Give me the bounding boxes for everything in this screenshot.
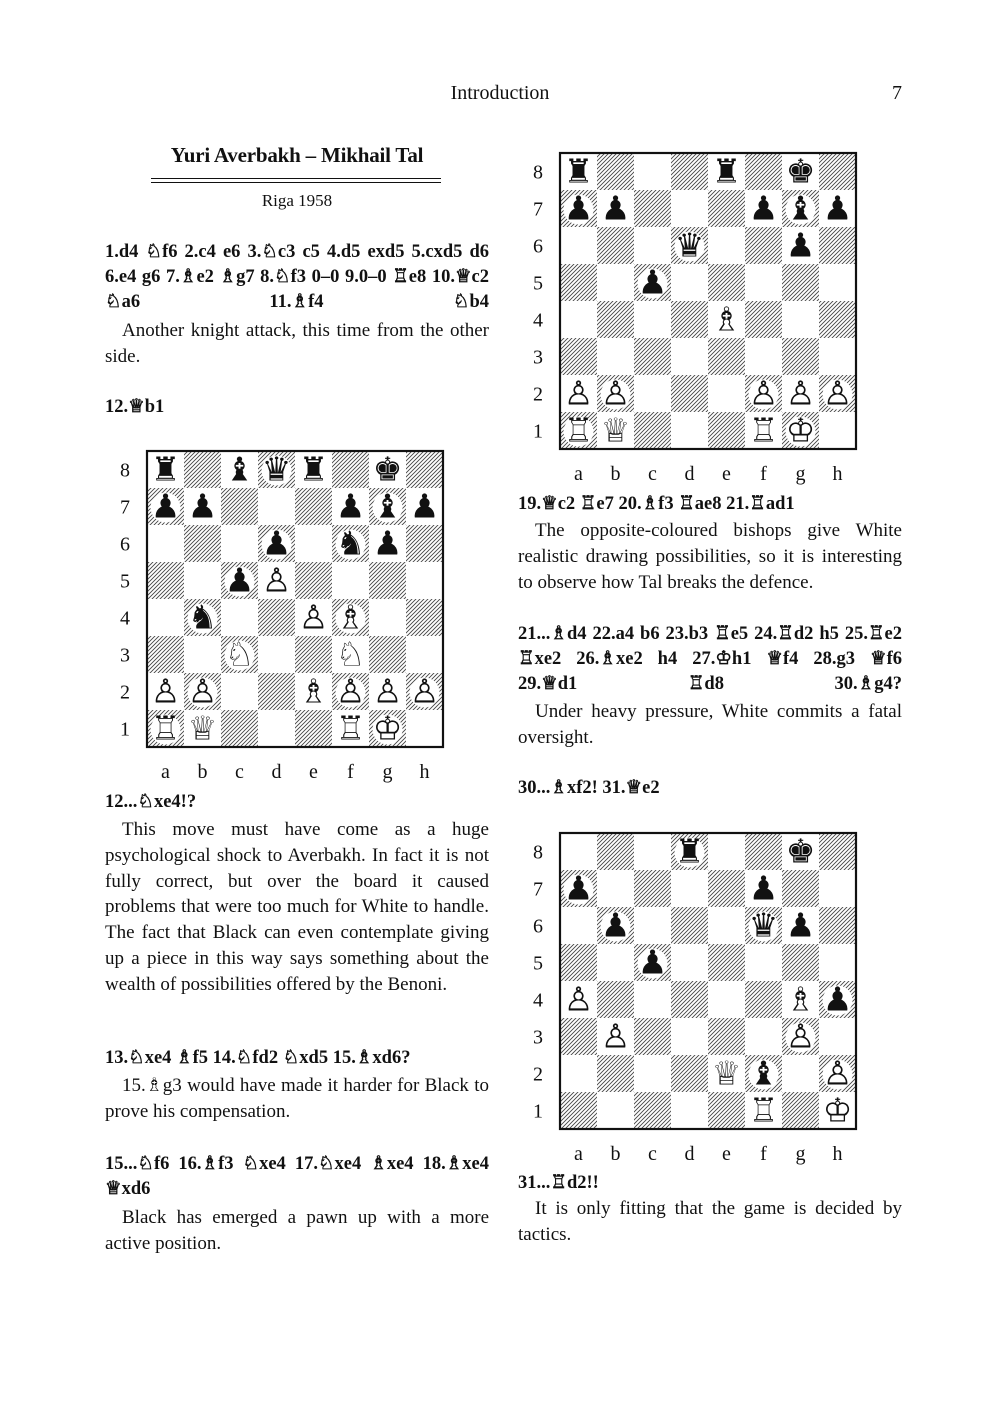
black-rook-icon: ♜ xyxy=(674,831,705,871)
rank-label: 3 xyxy=(533,346,543,369)
black-pawn-icon: ♟ xyxy=(224,560,255,600)
chess-board-2 xyxy=(526,148,896,488)
white-pawn-icon: ♙ xyxy=(372,671,403,711)
file-label: g xyxy=(382,761,393,783)
file-label: e xyxy=(722,463,731,485)
black-pawn-icon: ♟ xyxy=(563,188,594,228)
dark-square xyxy=(597,153,634,190)
file-label: h xyxy=(419,761,430,783)
rank-label: 5 xyxy=(533,952,543,975)
white-rook-icon: ♖ xyxy=(150,708,181,748)
moves-13-15: 13.♘xe4 ♗f5 14.♘fd2 ♘xd5 15.♗xd6? xyxy=(105,1048,411,1068)
light-square xyxy=(782,301,819,338)
light-square xyxy=(708,227,745,264)
white-pawn-icon: ♙ xyxy=(335,671,366,711)
game-title: Yuri Averbakh – Mikhail Tal xyxy=(170,143,424,167)
rank-label: 8 xyxy=(533,161,543,184)
black-pawn-icon: ♟ xyxy=(335,486,366,526)
light-square xyxy=(406,562,443,599)
rank-label: 2 xyxy=(533,1063,543,1086)
light-square xyxy=(406,636,443,673)
rank-label: 2 xyxy=(533,383,543,406)
dark-square xyxy=(671,375,708,412)
dark-square xyxy=(597,227,634,264)
file-label: b xyxy=(610,1143,621,1165)
dark-square xyxy=(745,301,782,338)
black-pawn-icon: ♟ xyxy=(785,905,816,945)
chess-diagram-1 xyxy=(113,446,483,786)
rank-label: 1 xyxy=(533,1100,543,1123)
file-label: d xyxy=(684,463,695,485)
dark-square xyxy=(406,525,443,562)
light-square xyxy=(745,264,782,301)
dark-square xyxy=(819,227,856,264)
white-bishop-icon: ♗ xyxy=(785,979,816,1019)
dark-square xyxy=(560,338,597,375)
file-label: g xyxy=(795,1143,806,1165)
moves-19-21: 19.♕c2 ♖e7 20.♗f3 ♖ae8 21.♖ad1 xyxy=(518,494,795,514)
rank-label: 6 xyxy=(120,533,130,556)
black-bishop-icon: ♝ xyxy=(224,449,255,489)
white-pawn-icon: ♙ xyxy=(563,373,594,413)
light-square xyxy=(745,1018,782,1055)
light-square xyxy=(708,375,745,412)
black-pawn-icon: ♟ xyxy=(187,486,218,526)
black-pawn-icon: ♟ xyxy=(822,188,853,228)
white-bishop-icon: ♗ xyxy=(711,299,742,339)
dark-square xyxy=(147,636,184,673)
light-square xyxy=(671,264,708,301)
light-square xyxy=(184,636,221,673)
file-label: f xyxy=(760,463,767,485)
dark-square xyxy=(634,1018,671,1055)
white-bishop-icon: ♗ xyxy=(335,597,366,637)
light-square xyxy=(332,562,369,599)
dark-square xyxy=(782,264,819,301)
white-king-icon: ♔ xyxy=(785,410,816,450)
file-label: d xyxy=(684,1143,695,1165)
commentary-tactics: It is only fitting that the game is decided by tactics. xyxy=(518,1198,902,1245)
dark-square xyxy=(258,599,295,636)
dark-square xyxy=(819,907,856,944)
game-venue: Riga 1958 xyxy=(261,191,333,210)
black-bishop-icon: ♝ xyxy=(785,188,816,228)
white-pawn-icon: ♙ xyxy=(600,373,631,413)
light-square xyxy=(634,227,671,264)
black-pawn-icon: ♟ xyxy=(409,486,440,526)
rank-label: 1 xyxy=(120,718,130,741)
light-square xyxy=(258,488,295,525)
white-pawn-icon: ♙ xyxy=(563,979,594,1019)
light-square xyxy=(560,227,597,264)
black-knight-icon: ♞ xyxy=(335,523,366,563)
white-knight-icon: ♘ xyxy=(224,634,255,674)
light-square xyxy=(560,301,597,338)
white-bishop-icon: ♗ xyxy=(298,671,329,711)
light-square xyxy=(671,1018,708,1055)
rank-label: 3 xyxy=(120,644,130,667)
black-pawn-icon: ♟ xyxy=(637,262,668,302)
running-head xyxy=(0,82,1000,112)
dark-square xyxy=(597,301,634,338)
dark-square xyxy=(634,338,671,375)
rank-label: 7 xyxy=(533,198,543,221)
rank-label: 5 xyxy=(533,272,543,295)
white-pawn-icon: ♙ xyxy=(150,671,181,711)
dark-square xyxy=(634,870,671,907)
light-square xyxy=(671,190,708,227)
light-square xyxy=(221,599,258,636)
light-square xyxy=(560,907,597,944)
file-label: b xyxy=(610,463,621,485)
white-king-icon: ♔ xyxy=(372,708,403,748)
light-square xyxy=(634,907,671,944)
file-label: e xyxy=(309,761,318,783)
dark-square xyxy=(258,673,295,710)
dark-square xyxy=(184,525,221,562)
dark-square xyxy=(597,1055,634,1092)
light-square xyxy=(258,710,295,747)
move-12-qb1: 12.♕b1 xyxy=(105,397,165,417)
light-square xyxy=(560,833,597,870)
black-pawn-icon: ♟ xyxy=(748,868,779,908)
light-square xyxy=(184,562,221,599)
moves-15-18: 15...♘f6 16.♗f3 ♘xe4 17.♘xe4 ♗xe4 18.♗xe4 ♕xd6 xyxy=(105,1154,489,1199)
light-square xyxy=(708,981,745,1018)
dark-square xyxy=(634,1092,671,1129)
black-queen-icon: ♛ xyxy=(261,449,292,489)
file-label: c xyxy=(235,761,244,783)
rank-label: 6 xyxy=(533,235,543,258)
light-square xyxy=(597,1092,634,1129)
file-label: h xyxy=(832,463,843,485)
white-rook-icon: ♖ xyxy=(748,410,779,450)
page-number: 7 xyxy=(892,82,902,104)
file-label: f xyxy=(760,1143,767,1165)
white-pawn-icon: ♙ xyxy=(298,597,329,637)
rank-label: 6 xyxy=(533,915,543,938)
dark-square xyxy=(819,301,856,338)
rank-label: 1 xyxy=(533,420,543,443)
chess-board-1 xyxy=(113,446,483,786)
light-square xyxy=(782,1055,819,1092)
file-label: d xyxy=(271,761,282,783)
light-square xyxy=(708,833,745,870)
light-square xyxy=(147,599,184,636)
light-square xyxy=(634,833,671,870)
dark-square xyxy=(369,636,406,673)
black-pawn-icon: ♟ xyxy=(748,188,779,228)
file-label: g xyxy=(795,463,806,485)
dark-square xyxy=(708,870,745,907)
dark-square xyxy=(745,227,782,264)
dark-square xyxy=(597,833,634,870)
dark-square xyxy=(295,636,332,673)
dark-square xyxy=(745,981,782,1018)
black-pawn-icon: ♟ xyxy=(785,225,816,265)
light-square xyxy=(597,870,634,907)
dark-square xyxy=(295,562,332,599)
light-square xyxy=(671,412,708,449)
black-bishop-icon: ♝ xyxy=(372,486,403,526)
file-label: b xyxy=(197,761,208,783)
file-label: c xyxy=(648,1143,657,1165)
dark-square xyxy=(671,907,708,944)
dark-square xyxy=(597,981,634,1018)
dark-square xyxy=(745,153,782,190)
light-square xyxy=(634,981,671,1018)
light-square xyxy=(671,944,708,981)
dark-square xyxy=(369,562,406,599)
dark-square xyxy=(671,153,708,190)
white-pawn-icon: ♙ xyxy=(822,373,853,413)
black-pawn-icon: ♟ xyxy=(637,942,668,982)
dark-square xyxy=(560,1018,597,1055)
file-label: a xyxy=(574,463,583,485)
dark-square xyxy=(406,451,443,488)
black-king-icon: ♚ xyxy=(785,831,816,871)
black-pawn-icon: ♟ xyxy=(563,868,594,908)
dark-square xyxy=(634,412,671,449)
dark-square xyxy=(295,710,332,747)
light-square xyxy=(634,1055,671,1092)
white-rook-icon: ♖ xyxy=(335,708,366,748)
rank-label: 8 xyxy=(533,841,543,864)
white-king-icon: ♔ xyxy=(822,1090,853,1130)
dark-square xyxy=(221,710,258,747)
dark-square xyxy=(560,264,597,301)
light-square xyxy=(819,1018,856,1055)
commentary-shock: This move must have come as a huge psychological shock to Averbakh. In fact it is not fully correct, but over the board it caused problems that were too much for White to handle. The fact that Black can even contemplate giving up a piece in this way says something about the wealth of possibilities offered by the Benoni. xyxy=(105,819,489,995)
white-pawn-icon: ♙ xyxy=(748,373,779,413)
rank-label: 4 xyxy=(533,309,543,332)
dark-square xyxy=(782,870,819,907)
move-12-nxe4: 12...♘xe4!? xyxy=(105,792,197,812)
white-queen-icon: ♕ xyxy=(711,1053,742,1093)
dark-square xyxy=(560,944,597,981)
dark-square xyxy=(184,451,221,488)
dark-square xyxy=(745,833,782,870)
black-queen-icon: ♛ xyxy=(748,905,779,945)
moves-21-30: 21...♗d4 22.a4 b6 23.b3 ♖e5 24.♖d2 h5 25.♖e2 ♖xe2 26.♗xe2 h4 27.♔h1 ♕f4 28.g3 ♕f6 29.♕d1 ♖d8 30.♗g4? xyxy=(518,624,902,694)
running-head-title: Introduction xyxy=(450,82,550,104)
white-pawn-icon: ♙ xyxy=(187,671,218,711)
light-square xyxy=(369,599,406,636)
black-bishop-icon: ♝ xyxy=(748,1053,779,1093)
black-king-icon: ♚ xyxy=(785,151,816,191)
rank-label: 8 xyxy=(120,459,130,482)
commentary-opposite-bishops: The opposite-coloured bishops give White realistic drawing possibilities, so it is interesting to observe how Tal breaks the defence. xyxy=(518,520,902,593)
rank-label: 4 xyxy=(533,989,543,1012)
black-queen-icon: ♛ xyxy=(674,225,705,265)
dark-square xyxy=(819,153,856,190)
light-square xyxy=(745,338,782,375)
light-square xyxy=(597,944,634,981)
light-square xyxy=(671,870,708,907)
file-label: a xyxy=(161,761,170,783)
black-pawn-icon: ♟ xyxy=(261,523,292,563)
file-label: f xyxy=(347,761,354,783)
dark-square xyxy=(147,562,184,599)
dark-square xyxy=(671,301,708,338)
light-square xyxy=(221,673,258,710)
black-pawn-icon: ♟ xyxy=(600,905,631,945)
chess-diagram-3 xyxy=(526,828,896,1168)
light-square xyxy=(147,525,184,562)
dark-square xyxy=(708,264,745,301)
white-knight-icon: ♘ xyxy=(335,634,366,674)
white-pawn-icon: ♙ xyxy=(822,1053,853,1093)
commentary-oversight: Under heavy pressure, White commits a fatal oversight. xyxy=(518,701,902,748)
light-square xyxy=(560,1055,597,1092)
light-square xyxy=(634,153,671,190)
rank-label: 7 xyxy=(533,878,543,901)
dark-square xyxy=(634,190,671,227)
title-rule-bottom xyxy=(151,182,441,183)
white-pawn-icon: ♙ xyxy=(409,671,440,711)
dark-square xyxy=(708,1092,745,1129)
black-pawn-icon: ♟ xyxy=(822,979,853,1019)
light-square xyxy=(295,525,332,562)
light-square xyxy=(745,944,782,981)
dark-square xyxy=(708,1018,745,1055)
light-square xyxy=(221,525,258,562)
white-queen-icon: ♕ xyxy=(187,708,218,748)
title-rule-top xyxy=(151,178,441,179)
black-rook-icon: ♜ xyxy=(298,449,329,489)
dark-square xyxy=(782,1092,819,1129)
dark-square xyxy=(708,412,745,449)
dark-square xyxy=(708,338,745,375)
white-pawn-icon: ♙ xyxy=(600,1016,631,1056)
light-square xyxy=(258,636,295,673)
light-square xyxy=(597,338,634,375)
light-square xyxy=(671,1092,708,1129)
dark-square xyxy=(671,1055,708,1092)
white-pawn-icon: ♙ xyxy=(785,1016,816,1056)
light-square xyxy=(634,375,671,412)
dark-square xyxy=(560,1092,597,1129)
dark-square xyxy=(332,451,369,488)
chess-board-3 xyxy=(526,828,896,1168)
rank-label: 7 xyxy=(120,496,130,519)
dark-square xyxy=(671,981,708,1018)
white-pawn-icon: ♙ xyxy=(261,560,292,600)
light-square xyxy=(597,264,634,301)
rank-label: 2 xyxy=(120,681,130,704)
black-rook-icon: ♜ xyxy=(563,151,594,191)
dark-square xyxy=(819,833,856,870)
dark-square xyxy=(708,944,745,981)
black-knight-icon: ♞ xyxy=(187,597,218,637)
black-pawn-icon: ♟ xyxy=(150,486,181,526)
rank-label: 3 xyxy=(533,1026,543,1049)
file-label: c xyxy=(648,463,657,485)
moves-1-11: 1.d4 ♘f6 2.c4 e6 3.♘c3 c5 4.d5 exd5 5.cxd5 d6 6.e4 g6 7.♗e2 ♗g7 8.♘f3 0–0 9.0–0 ♖e8 10.♕c2 ♘a6 11.♗f4 ♘b4 xyxy=(105,242,489,312)
black-king-icon: ♚ xyxy=(372,449,403,489)
white-rook-icon: ♖ xyxy=(748,1090,779,1130)
black-pawn-icon: ♟ xyxy=(600,188,631,228)
white-rook-icon: ♖ xyxy=(563,410,594,450)
dark-square xyxy=(406,599,443,636)
light-square xyxy=(819,944,856,981)
light-square xyxy=(819,264,856,301)
dark-square xyxy=(295,488,332,525)
dark-square xyxy=(782,944,819,981)
dark-square xyxy=(782,338,819,375)
light-square xyxy=(819,412,856,449)
file-label: a xyxy=(574,1143,583,1165)
light-square xyxy=(671,338,708,375)
commentary-knight-attack: Another knight attack, this time from the other side. xyxy=(105,320,489,367)
black-pawn-icon: ♟ xyxy=(372,523,403,563)
light-square xyxy=(819,338,856,375)
black-rook-icon: ♜ xyxy=(150,449,181,489)
white-queen-icon: ♕ xyxy=(600,410,631,450)
file-label: h xyxy=(832,1143,843,1165)
move-31-rd2: 31...♖d2!! xyxy=(518,1173,599,1193)
dark-square xyxy=(221,488,258,525)
light-square xyxy=(708,907,745,944)
rank-label: 5 xyxy=(120,570,130,593)
light-square xyxy=(819,870,856,907)
commentary-bg3: 15.♗g3 would have made it harder for Black to prove his compensation. xyxy=(105,1075,489,1122)
file-label: e xyxy=(722,1143,731,1165)
light-square xyxy=(634,301,671,338)
light-square xyxy=(406,710,443,747)
white-pawn-icon: ♙ xyxy=(785,373,816,413)
black-rook-icon: ♜ xyxy=(711,151,742,191)
commentary-pawn-up: Black has emerged a pawn up with a more active position. xyxy=(105,1207,489,1254)
rank-label: 4 xyxy=(120,607,130,630)
chess-diagram-2 xyxy=(526,148,896,488)
moves-30-31: 30...♗xf2! 31.♕e2 xyxy=(518,778,660,798)
dark-square xyxy=(708,190,745,227)
